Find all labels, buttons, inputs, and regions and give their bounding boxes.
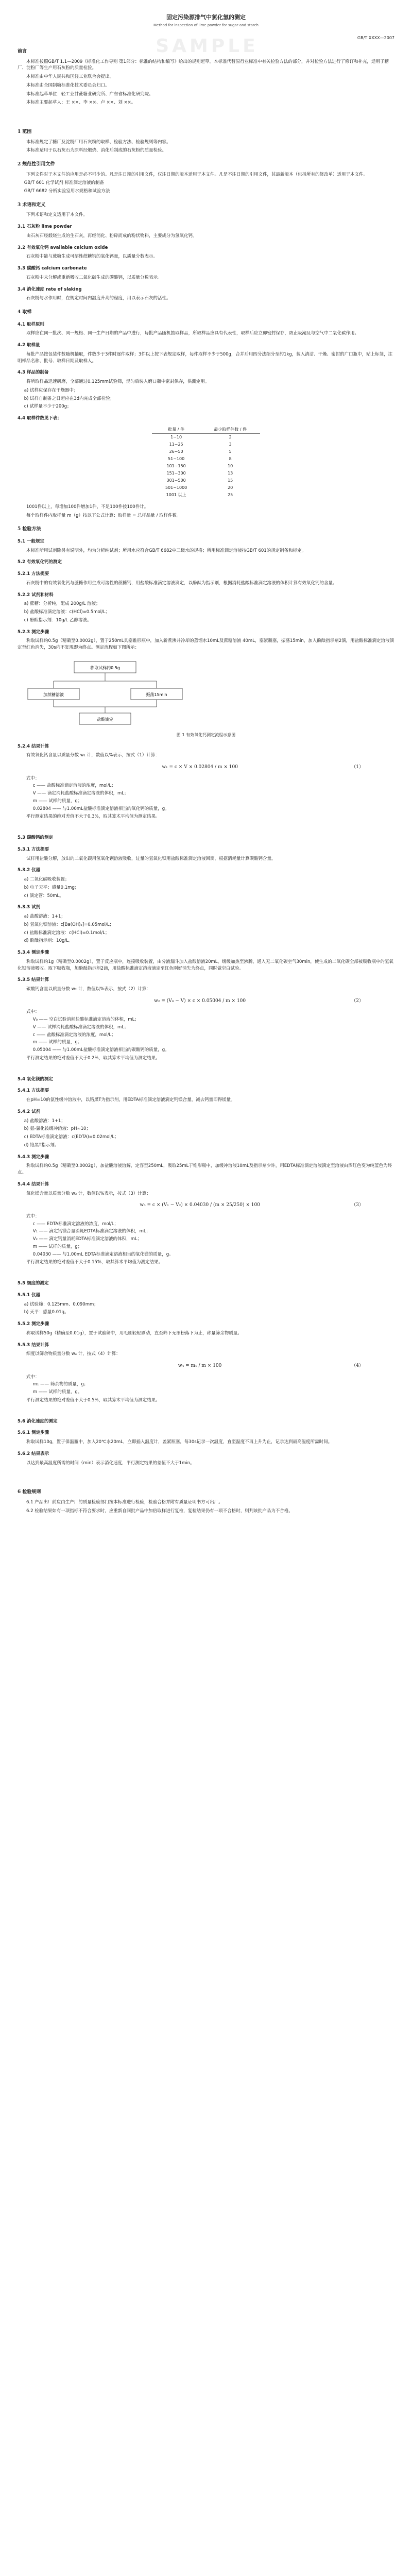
foreword-paragraph: 本标准起草单位：轻工业甘蔗糖业研究所、广东省标准化研究院。 [26,91,153,97]
references-paragraph: 下列文件对于本文件的应用是必不可少的。凡是注日期的引用文件，仅注日期的版本适用于本文件。凡是不注日期的引用文件，其最新版本（包括所有的修改单）适用于本文件。 [26,172,368,177]
subsection-heading: 5.5.3 结果计算 [18,1342,49,1348]
scope-heading: 1 范围 [18,129,32,134]
formula-2 [48,998,364,1005]
table-cell: 26~50 [169,449,183,454]
diagram-label-top: 称取试样约0.5g [90,665,120,670]
reagent-item: a) 盐酸溶液：1+1； [24,1118,65,1124]
formula-1 [48,764,364,771]
table-row [152,470,260,477]
sampling-item: a) 试样应保存在干燥器中； [24,387,78,393]
term-definition: 石灰粉与水作用时，在规定时间内温度升高的程度，用以表示石灰的活性。 [26,296,171,301]
table-row [152,477,260,484]
variable-definition: m —— 试样的质量，g； [32,1244,82,1249]
foreword-paragraph: 本标准主要起草人：王 ××、李 ××、卢 ××、刘 ××。 [26,100,136,106]
subsection-heading: 5.4.1 方法提要 [18,1088,49,1094]
table-cell: 15 [228,478,233,483]
variable-definition: 0.04030 —— 与1.00mL EDTA标准滴定溶液相当的氧化镁的质量，g。 [32,1251,174,1257]
table-row [152,463,260,470]
table-cell: 151~300 [166,470,186,476]
terms-paragraph: 下列术语和定义适用于本文件。 [26,212,88,218]
formula-number: （3） [351,1202,364,1208]
flow-diagram [18,659,193,726]
term-title: 3.1 石灰粉 lime powder [18,224,72,229]
instrument-item: c) 滴定管：50mL。 [24,893,64,899]
subsection-heading: 5.5.2 测定步骤 [18,1321,49,1327]
term-definition: 石灰粉中未分解或重新吸收二氧化碳生成的碳酸钙，以质量分数表示。 [26,275,162,280]
scope-paragraph: 本标准规定了糖厂及淀粉厂用石灰粉的取样、检验方法、检验规则等内容。 [26,139,171,145]
table-cell: 11~25 [169,442,183,447]
table-cell: 1001 以上 [166,492,186,497]
where-label: 式中： [26,1213,40,1219]
variable-definition: 0.05004 —— 与1.00mL盐酸标准滴定溶液相当的碳酸钙的质量，g。 [32,1047,169,1053]
methods-heading: 5 检验方法 [18,527,41,532]
reagent-item: a) 盐酸溶液：1+1； [24,914,65,919]
subsection-heading: 5.2.3 测定步骤 [18,629,49,635]
table-row [152,433,260,441]
figure-caption: 图 1 有效氧化钙测定流程示意图 [176,732,236,737]
method-paragraph: 有效氧化钙含量以质量分数 w₁ 计，数值以%表示，按式（1）计算： [26,753,160,758]
subsection-heading: 5.3.3 试剂 [18,905,41,910]
reagent-item: d) 铬黑T指示剂。 [24,1142,59,1148]
variable-definition: 0.02804 —— 与1.00mL盐酸标准滴定溶液相当的氧化钙的质量，g。 [32,806,169,811]
formula-number: （1） [351,765,364,770]
table-row [152,441,260,448]
method-paragraph: 本标准所用试剂除另有说明外，均为分析纯试剂；所用水应符合GB/T 6682中三级水的规格；所用标准滴定溶液按GB/T 601的规定制备和标定。 [26,548,306,553]
subsection-heading: 5.6 消化速度的测定 [18,1418,58,1424]
variable-definition: V₀ —— 空白试验消耗盐酸标准滴定溶液的体积，mL； [32,1017,139,1022]
table-header: 最少取样件数 / 件 [200,426,260,434]
diagram-label-right: 振荡15min [146,692,167,697]
rules-paragraph: 6.1 产品出厂前应由生产厂的质量检验部门按本标准进行检验，检验合格并附有质量证明书方可出厂。 [26,1499,223,1505]
references-heading: 2 规范性引用文件 [18,162,55,167]
subsection-heading: 5.4.2 试剂 [18,1109,41,1114]
variable-definition: V₁ —— 滴定钙镁合量消耗EDTA标准滴定溶液的体积，mL； [32,1229,151,1234]
formula-3 [48,1202,364,1209]
rules-heading: 6 检验规则 [18,1489,41,1495]
method-paragraph: 称取试样10g，置于保温瓶中，加入20℃水20mL，立即插入温度计，盖紧瓶塞，每30s记录一次温度，直至温度不再上升为止，记录达到最高温度所需时间。 [26,1439,333,1445]
sampling-paragraph: 将所取样品迅速研磨，全部通过0.125mm试验筛，混匀后装入磨口瓶中密封保存，供测定用。 [26,379,210,384]
subsection-heading: 5.5 细度的测定 [18,1281,49,1286]
table-cell: 501~1000 [165,485,187,490]
scope-paragraph: 本标准适用于以石灰石为原料经煅烧、消化后制成的石灰粉的质量检验。 [26,148,167,154]
subsection-heading: 5.5.1 仪器 [18,1292,41,1298]
terms-heading: 3 术语和定义 [18,202,46,208]
instrument-item: b) 天平：感量0.01g。 [24,1310,69,1315]
method-paragraph: 称取试样50g（精确至0.01g），置于试验筛中，用毛刷轻轻刷动，直至筛下无细粉落下为止，称量筛余物质量。 [26,1330,242,1336]
formula-number: （2） [351,998,364,1004]
method-paragraph: 平行测定结果的绝对差值不大于0.2%，取其算术平均值为测定结果。 [26,1055,160,1061]
sampling-paragraph: 每批产品按包装件数随机抽取，件数少于3件时逐件取样；3件以上按下表规定取样，每件取样不少于500g，合并后用四分法缩分至约1kg，装入清洁、干燥、密封的广口瓶中，贴上标签，注明样品名称、批号、取样日期及取样人。 [18,351,393,364]
diagram-label-bottom: 盐酸滴定 [97,717,113,722]
table-cell: 5 [229,449,232,454]
table-cell: 1~10 [170,434,182,439]
subsection-heading: 5.2 有效氧化钙的测定 [18,560,62,565]
formula-expression: w₄ = m₁ / m × 100 [178,1363,222,1368]
sampling-item: c) 试样量不少于200g； [24,404,72,410]
subsection-heading: 5.1 一般规定 [18,538,45,544]
subsection-heading: 5.4.3 测定步骤 [18,1154,49,1160]
subsection-heading: 5.3.5 结果计算 [18,977,49,983]
table-cell: 301~500 [166,478,186,483]
variable-definition: m —— 试样的质量，g； [32,798,82,804]
subsection-heading: 5.3.2 仪器 [18,868,41,873]
method-paragraph: 氧化镁含量以质量分数 w₃ 计，数值以%表示，按式（3）计算： [26,1191,151,1196]
subsection-heading: 5.4.4 结果计算 [18,1181,49,1187]
subsection-heading: 4.4 取样件数见下表： [18,416,62,421]
variable-definition: m —— 试样的质量，g。 [32,1389,82,1395]
method-paragraph: 平行测定结果的绝对差值不大于0.5%，取其算术平均值为测定结果。 [26,1397,160,1403]
formula-expression: w₃ = c × (V₁ − V₂) × 0.04030 / (m × 25/250) × 100 [140,1202,260,1208]
method-paragraph: 试样用盐酸分解，放出的二氧化碳用氢氧化钡溶液吸收，过量的氢氧化钡用盐酸标准滴定溶液回滴，根据消耗量计算碳酸钙含量。 [26,856,276,861]
document-code: GB/T XXXX—2007 [357,36,394,40]
table-row [152,448,260,455]
sampling-paragraph: 1001件以上，每增加100件增加1件，不足100件按100件计。 [26,504,149,510]
table-cell: 10 [228,463,233,468]
table-header: 批量 / 件 [152,426,200,434]
instrument-item: a) 试验筛：0.125mm、0.090mm； [24,1301,98,1307]
subsection-heading: 5.3 碳酸钙的测定 [18,835,54,840]
term-definition: 石灰粉中能与蔗糖生成可溶性蔗糖钙的氧化钙量，以质量分数表示。 [26,254,158,260]
table-cell: 25 [228,492,233,497]
subsection-heading: 5.2.1 方法提要 [18,571,49,577]
reagent-item: b) 氢氧化钡溶液：c[Ba(OH)₂]=0.05mol/L； [24,922,114,927]
reagent-item: d) 酚酞指示剂：10g/L。 [24,938,73,944]
method-paragraph: 细度以筛余物质量分数 w₄ 计，按式（4）计算： [26,1351,121,1357]
table-row [152,455,260,463]
subsection-heading: 4.1 取样原则 [18,321,45,327]
subsection-heading: 4.3 样品的制备 [18,370,49,376]
rules-paragraph: 6.2 检验结果如有一项指标不符合要求时，应重新自同批产品中加倍取样进行复检，复检结果仍有一项不合格时，则判该批产品为不合格。 [26,1508,293,1514]
reagent-item: c) EDTA标准滴定溶液：c(EDTA)=0.02mol/L； [24,1134,119,1140]
method-paragraph: 以达到最高温度所需的时间（min）表示消化速度，平行测定结果的差值不大于1min。 [26,1460,195,1466]
formula-4 [48,1363,364,1370]
formula-expression: w₂ = (V₀ − V) × c × 0.05004 / m × 100 [154,998,246,1004]
variable-definition: V —— 滴定消耗盐酸标准滴定溶液的体积，mL； [32,791,129,796]
subsection-heading: 5.2.2 试剂和材料 [18,592,54,598]
table-row [152,484,260,492]
method-paragraph: 称取试样约0.5g（精确至0.0002g），加盐酸溶液溶解，定容至250mL，吸取25mL于锥形瓶中，加缓冲溶液10mL及指示剂少许，用EDTA标准滴定溶液滴定至溶液由酒红色变为纯蓝色为终点。 [18,1163,392,1175]
method-paragraph: 石灰粉中的有效氧化钙与蔗糖作用生成可溶性的蔗糖钙，用盐酸标准滴定溶液滴定，以酚酞为指示剂，根据消耗盐酸标准滴定溶液的体积计算有效氧化钙的含量。 [26,580,337,586]
foreword-paragraph: 本标准由全国制糖标准化技术委员会归口。 [26,82,110,88]
formula-expression: w₁ = c × V × 0.02804 / m × 100 [162,765,238,770]
where-label: 式中： [26,1374,40,1380]
sampling-paragraph: 取样应在同一批次、同一规格、同一生产日期的产品中进行，每批产品随机抽取样品，所取样品应具有代表性，取样后应立即密封保存，防止吸潮及与空气中二氧化碳作用。 [26,331,359,336]
reagent-item: a) 蔗糖：分析纯，配成 200g/L 溶液； [24,601,100,607]
subsection-heading: 5.6.2 结果表示 [18,1451,49,1456]
table-cell: 13 [228,470,233,476]
sample-size-table [152,426,260,499]
sampling-heading: 4 取样 [18,310,32,315]
document-subtitle: Method for inspection of lime powder for sugar and starch [153,23,259,27]
reagent-item: b) 盐酸标准滴定溶液：c(HCl)=0.5mol/L； [24,609,110,615]
subsection-heading: 5.6.1 测定步骤 [18,1430,49,1436]
subsection-heading: 4.2 取样量 [18,343,40,348]
table-cell: 3 [229,442,232,447]
variable-definition: V —— 试样消耗盐酸标准滴定溶液的体积，mL； [32,1024,129,1030]
instrument-item: b) 电子天平：感量0.1mg； [24,885,79,890]
table-cell: 51~100 [168,456,185,461]
method-paragraph: 碳酸钙含量以质量分数 w₂ 计，数值以%表示，按式（2）计算： [26,987,151,992]
where-label: 式中： [26,1009,40,1015]
variable-definition: m —— 试样的质量，g； [32,1040,82,1045]
method-paragraph: 称取试样约1g（精确至0.0002g），置于反应瓶中，连接吸收装置，由分液漏斗加入盐酸溶液20mL，缓缓加热至沸腾，通入无二氧化碳空气30min，使生成的二氧化碳全部被吸收瓶中的氢氧化钡溶液吸收。取下吸收瓶，加酚酞指示剂2滴，用盐酸标准滴定溶液滴定至红色刚好消失为终点，同时做空白试验。 [18,959,393,971]
variable-definition: c —— 盐酸标准滴定溶液的浓度，mol/L； [32,1032,116,1038]
table-row [152,492,260,499]
reagent-item: c) 盐酸标准滴定溶液：c(HCl)=0.1mol/L； [24,930,110,936]
subsection-heading: 5.3.4 测定步骤 [18,950,49,955]
table-cell: 20 [228,485,233,490]
variable-definition: c —— 盐酸标准滴定溶液的浓度，mol/L； [32,783,116,789]
variable-definition: V₂ —— 滴定钙量消耗EDTA标准滴定溶液的体积，mL； [32,1236,142,1242]
table-cell: 2 [229,434,232,439]
method-paragraph: 在pH=10的氨性缓冲溶液中，以铬黑T为指示剂，用EDTA标准滴定溶液滴定钙镁合量，减去钙量即得镁量。 [26,1097,235,1103]
term-title: 3.4 消化速度 rate of slaking [18,286,82,292]
table-cell: 8 [229,456,232,461]
instrument-item: a) 二氧化碳吸收装置； [24,877,70,882]
subsection-heading: 5.3.1 方法提要 [18,846,49,852]
method-paragraph: 平行测定结果的绝对差值不大于0.3%，取其算术平均值为测定结果。 [26,814,160,820]
subsection-heading: 5.4 氧化镁的测定 [18,1076,54,1082]
reference-item: GB/T 601 化学试剂 标准滴定溶液的制备 [24,180,105,186]
foreword-heading: 前言 [18,49,27,54]
term-title: 3.2 有效氧化钙 available calcium oxide [18,245,108,250]
sampling-paragraph: 每个取样件内取样量 m（g）按以下公式计算：取样量 = 总样品量 / 取样件数。 [26,513,181,518]
foreword-paragraph: 本标准按照GB/T 1.1—2009《标准化工作导则 第1部分：标准的结构和编写》给出的规则起草。本标准代替原行业标准中有关检验方法的部分，并对检验方法进行了修订和补充，适用于糖厂、淀粉厂等生产用石灰粉的质量检验。 [18,59,389,71]
variable-definition: m₁ —— 筛余物的质量，g； [32,1382,89,1387]
reagent-item: b) 氨-氯化铵缓冲溶液：pH≈10； [24,1126,91,1132]
method-paragraph: 平行测定结果的绝对差值不大于0.15%，取其算术平均值为测定结果。 [26,1260,163,1265]
term-title: 3.3 碳酸钙 calcium carbonate [18,266,87,271]
diagram-label-left: 加蔗糖溶液 [43,692,64,697]
foreword-paragraph: 本标准由中华人民共和国轻工业联合会提出。 [26,74,114,79]
where-label: 式中： [26,775,40,781]
subsection-heading: 5.2.4 结果计算 [18,743,49,749]
reagent-item: c) 酚酞指示剂：10g/L 乙醇溶液。 [24,617,92,623]
reference-item: GB/T 6682 分析实验室用水规格和试验方法 [24,189,110,194]
method-paragraph: 称取试样约0.5g（精确至0.0002g），置于250mL具塞锥形瓶中，加入新煮沸并冷却的蒸馏水10mL及蔗糖溶液 40mL，塞紧瓶塞，振荡15min，加入酚酞指示剂2滴，用盐酸标准滴定溶液滴定至红色消失，30s内不复现即为终点。测定流程如下图所示： [18,638,394,650]
table-cell: 101~150 [166,463,186,468]
variable-definition: c —— EDTA标准滴定溶液的浓度，mol/L； [32,1221,119,1227]
sampling-item: b) 试样自制备之日起应在3d内完成全部检验； [24,396,114,401]
watermark: SAMPLE [156,36,259,57]
document-title: 固定污染源排气中氯化氢的测定 [166,14,246,21]
formula-number: （4） [351,1363,364,1368]
term-definition: 由石灰石经煅烧生成的生石灰，再经消化、粉碎而成的粉状物料，主要成分为氢氧化钙。 [26,233,197,239]
